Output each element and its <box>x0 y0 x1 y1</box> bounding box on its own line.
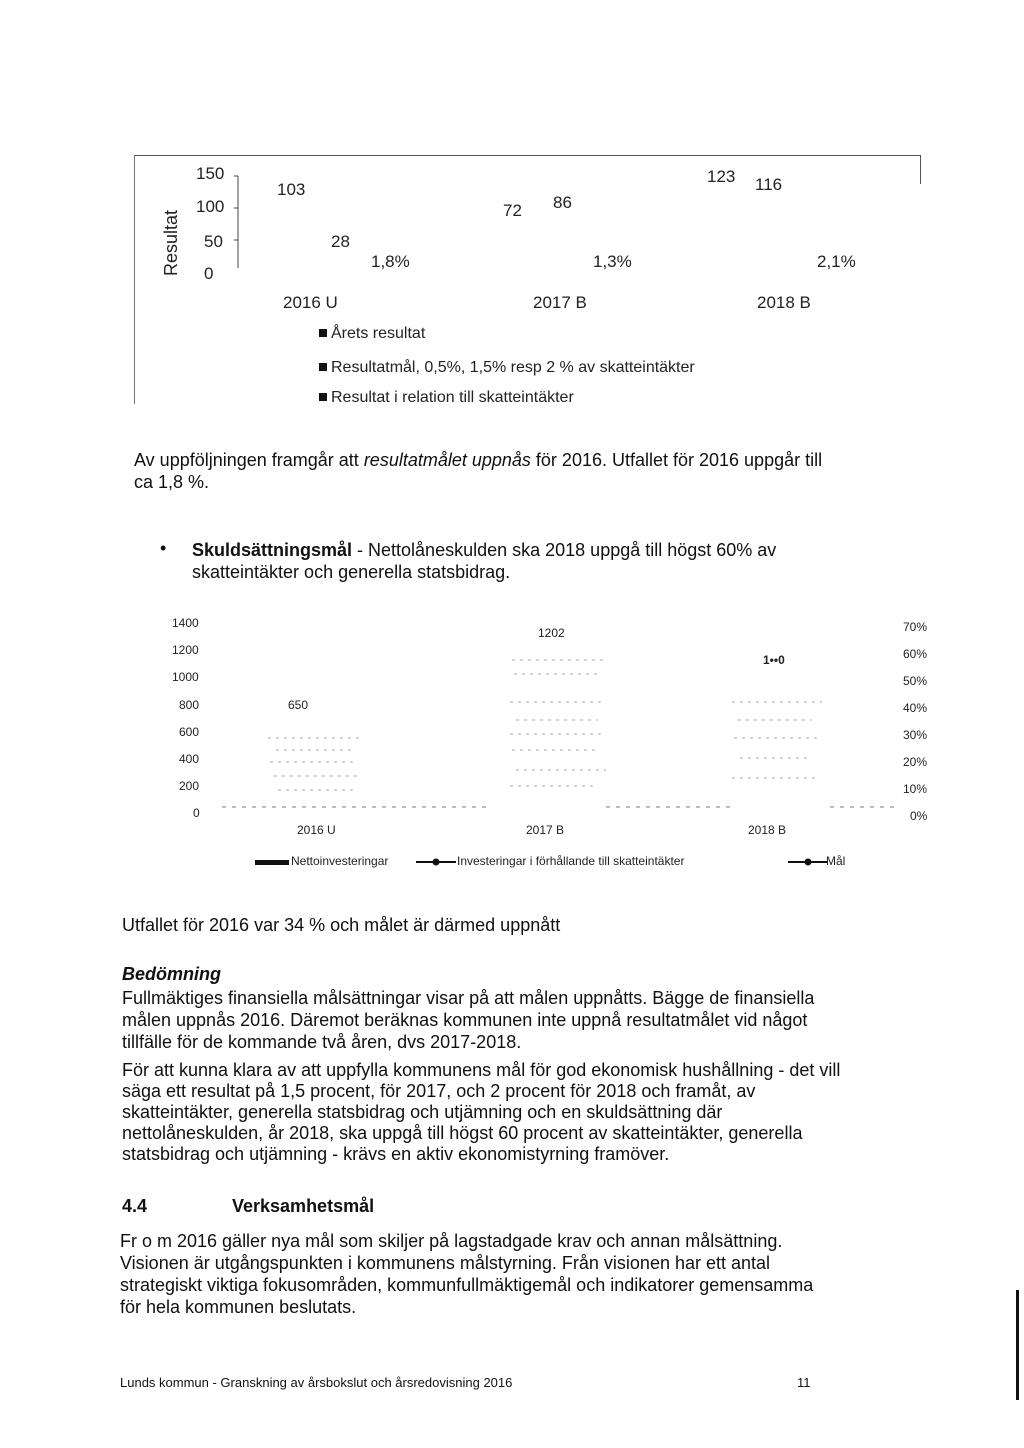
paragraph-line: för hela kommunen beslutats. <box>120 1297 357 1317</box>
result-chart <box>134 155 921 404</box>
ytick: 800 <box>179 698 200 712</box>
category-label: 2016 U <box>283 293 338 312</box>
page-number: 11 <box>797 1375 811 1390</box>
value-label: 2,1% <box>817 252 856 271</box>
y2tick: 50% <box>903 674 928 688</box>
paragraph-line: säga ett resultat på 1,5 procent, för 2017, och 2 procent för 2018 och framåt, av <box>122 1081 756 1101</box>
value-label: 28 <box>331 232 350 251</box>
value-label: 1••0 <box>763 653 785 667</box>
legend-line-swatch <box>788 856 828 868</box>
value-label: 72 <box>503 201 522 220</box>
value-label: 1,3% <box>593 252 632 271</box>
ytick: 0 <box>204 264 214 283</box>
ytick: 150 <box>196 164 225 183</box>
legend-item: Resultatmål, 0,5%, 1,5% resp 2 % av skatteintäkter <box>319 359 695 377</box>
category-label: 2016 U <box>297 823 336 837</box>
legend-item: Investeringar i förhållande till skatteintäkter <box>457 854 685 868</box>
ytick: 400 <box>179 752 200 766</box>
result-chart-ylabel: Resultat <box>161 209 181 276</box>
y2tick: 40% <box>903 701 928 715</box>
category-label: 2018 B <box>757 293 811 312</box>
bullet-icon: • <box>160 538 167 558</box>
paragraph-line: Fullmäktiges finansiella målsättningar visar på att målen uppnåtts. Bägge de finansiella <box>122 988 815 1008</box>
legend-line-swatch <box>416 856 456 868</box>
value-label: 1,8% <box>371 252 410 271</box>
legend-item: Resultat i relation till skatteintäkter <box>319 389 574 407</box>
ytick: 0 <box>193 806 200 820</box>
investment-chart-plot <box>160 610 940 880</box>
paragraph: ca 1,8 %. <box>134 472 210 492</box>
paragraph-line: strategiskt viktiga fokusområden, kommunfullmäktigemål och indikatorer gemensamma <box>120 1275 814 1295</box>
paragraph-line: målen uppnås 2016. Däremot beräknas kommunen inte uppnå resultatmålet vid något <box>122 1010 808 1030</box>
legend-item: Årets resultat <box>319 325 425 343</box>
page-footer: Lunds kommun - Granskning av årsbokslut och årsredovisning 2016 <box>120 1375 513 1390</box>
legend-item: Nettoinvesteringar <box>291 854 389 868</box>
y2tick: 30% <box>903 728 928 742</box>
paragraph-line: nettolåneskulden, år 2018, ska uppgå till högst 60 procent av skatteintäkter, generella <box>122 1123 803 1143</box>
y2tick: 70% <box>903 620 928 634</box>
legend-item: Mål <box>826 854 846 868</box>
value-label: 116 <box>755 175 783 194</box>
paragraph: Av uppföljningen framgår att resultatmålet uppnås för 2016. Utfallet för 2016 uppgår till <box>134 450 823 470</box>
scan-edge-mark <box>1016 1290 1019 1400</box>
ytick: 50 <box>204 232 223 251</box>
section-number: 4.4 <box>122 1196 148 1216</box>
paragraph-line: statsbidrag och utjämning - krävs en aktiv ekonomistyrning framöver. <box>122 1144 670 1164</box>
y2tick: 20% <box>903 755 928 769</box>
value-label: 650 <box>288 698 309 712</box>
value-label: 103 <box>277 180 306 199</box>
paragraph-line: För att kunna klara av att uppfylla kommunens mål för god ekonomisk hushållning - det vill <box>122 1060 841 1080</box>
ytick: 1000 <box>172 670 199 684</box>
investment-chart <box>160 610 940 880</box>
y2tick: 0% <box>910 809 928 823</box>
ytick: 1200 <box>172 643 199 657</box>
legend-bar-swatch <box>255 860 289 865</box>
paragraph: Utfallet för 2016 var 34 % och målet är därmed uppnått <box>122 915 561 935</box>
paragraph-line: tillfälle för de kommande två åren, dvs 2017-2018. <box>122 1032 522 1052</box>
y2tick: 10% <box>903 782 928 796</box>
ytick: 200 <box>179 779 200 793</box>
ytick: 100 <box>196 197 225 216</box>
bullet-item: Skuldsättningsmål - Nettolåneskulden ska 2018 uppgå till högst 60% av <box>192 540 777 560</box>
ytick: 1400 <box>172 616 199 630</box>
section-heading: Bedömning <box>122 964 221 984</box>
bullet-item-cont: skatteintäkter och generella statsbidrag. <box>192 562 511 582</box>
value-label: 123 <box>707 167 736 186</box>
ytick: 600 <box>179 725 200 739</box>
paragraph-line: Visionen är utgångspunkten i kommunens målstyrning. Från visionen har ett antal <box>120 1253 771 1273</box>
paragraph-line: skatteintäkter, generella statsbidrag och utjämning och en skuldsättning där <box>122 1102 723 1122</box>
category-label: 2017 B <box>526 823 565 837</box>
paragraph-line: Fr o m 2016 gäller nya mål som skiljer på lagstadgade krav och annan målsättning. <box>120 1231 783 1251</box>
value-label: 86 <box>553 193 572 212</box>
section-title: Verksamhetsmål <box>232 1196 375 1216</box>
value-label: 1202 <box>538 626 565 640</box>
category-label: 2018 B <box>748 823 787 837</box>
y2tick: 60% <box>903 647 928 661</box>
category-label: 2017 B <box>533 293 587 312</box>
